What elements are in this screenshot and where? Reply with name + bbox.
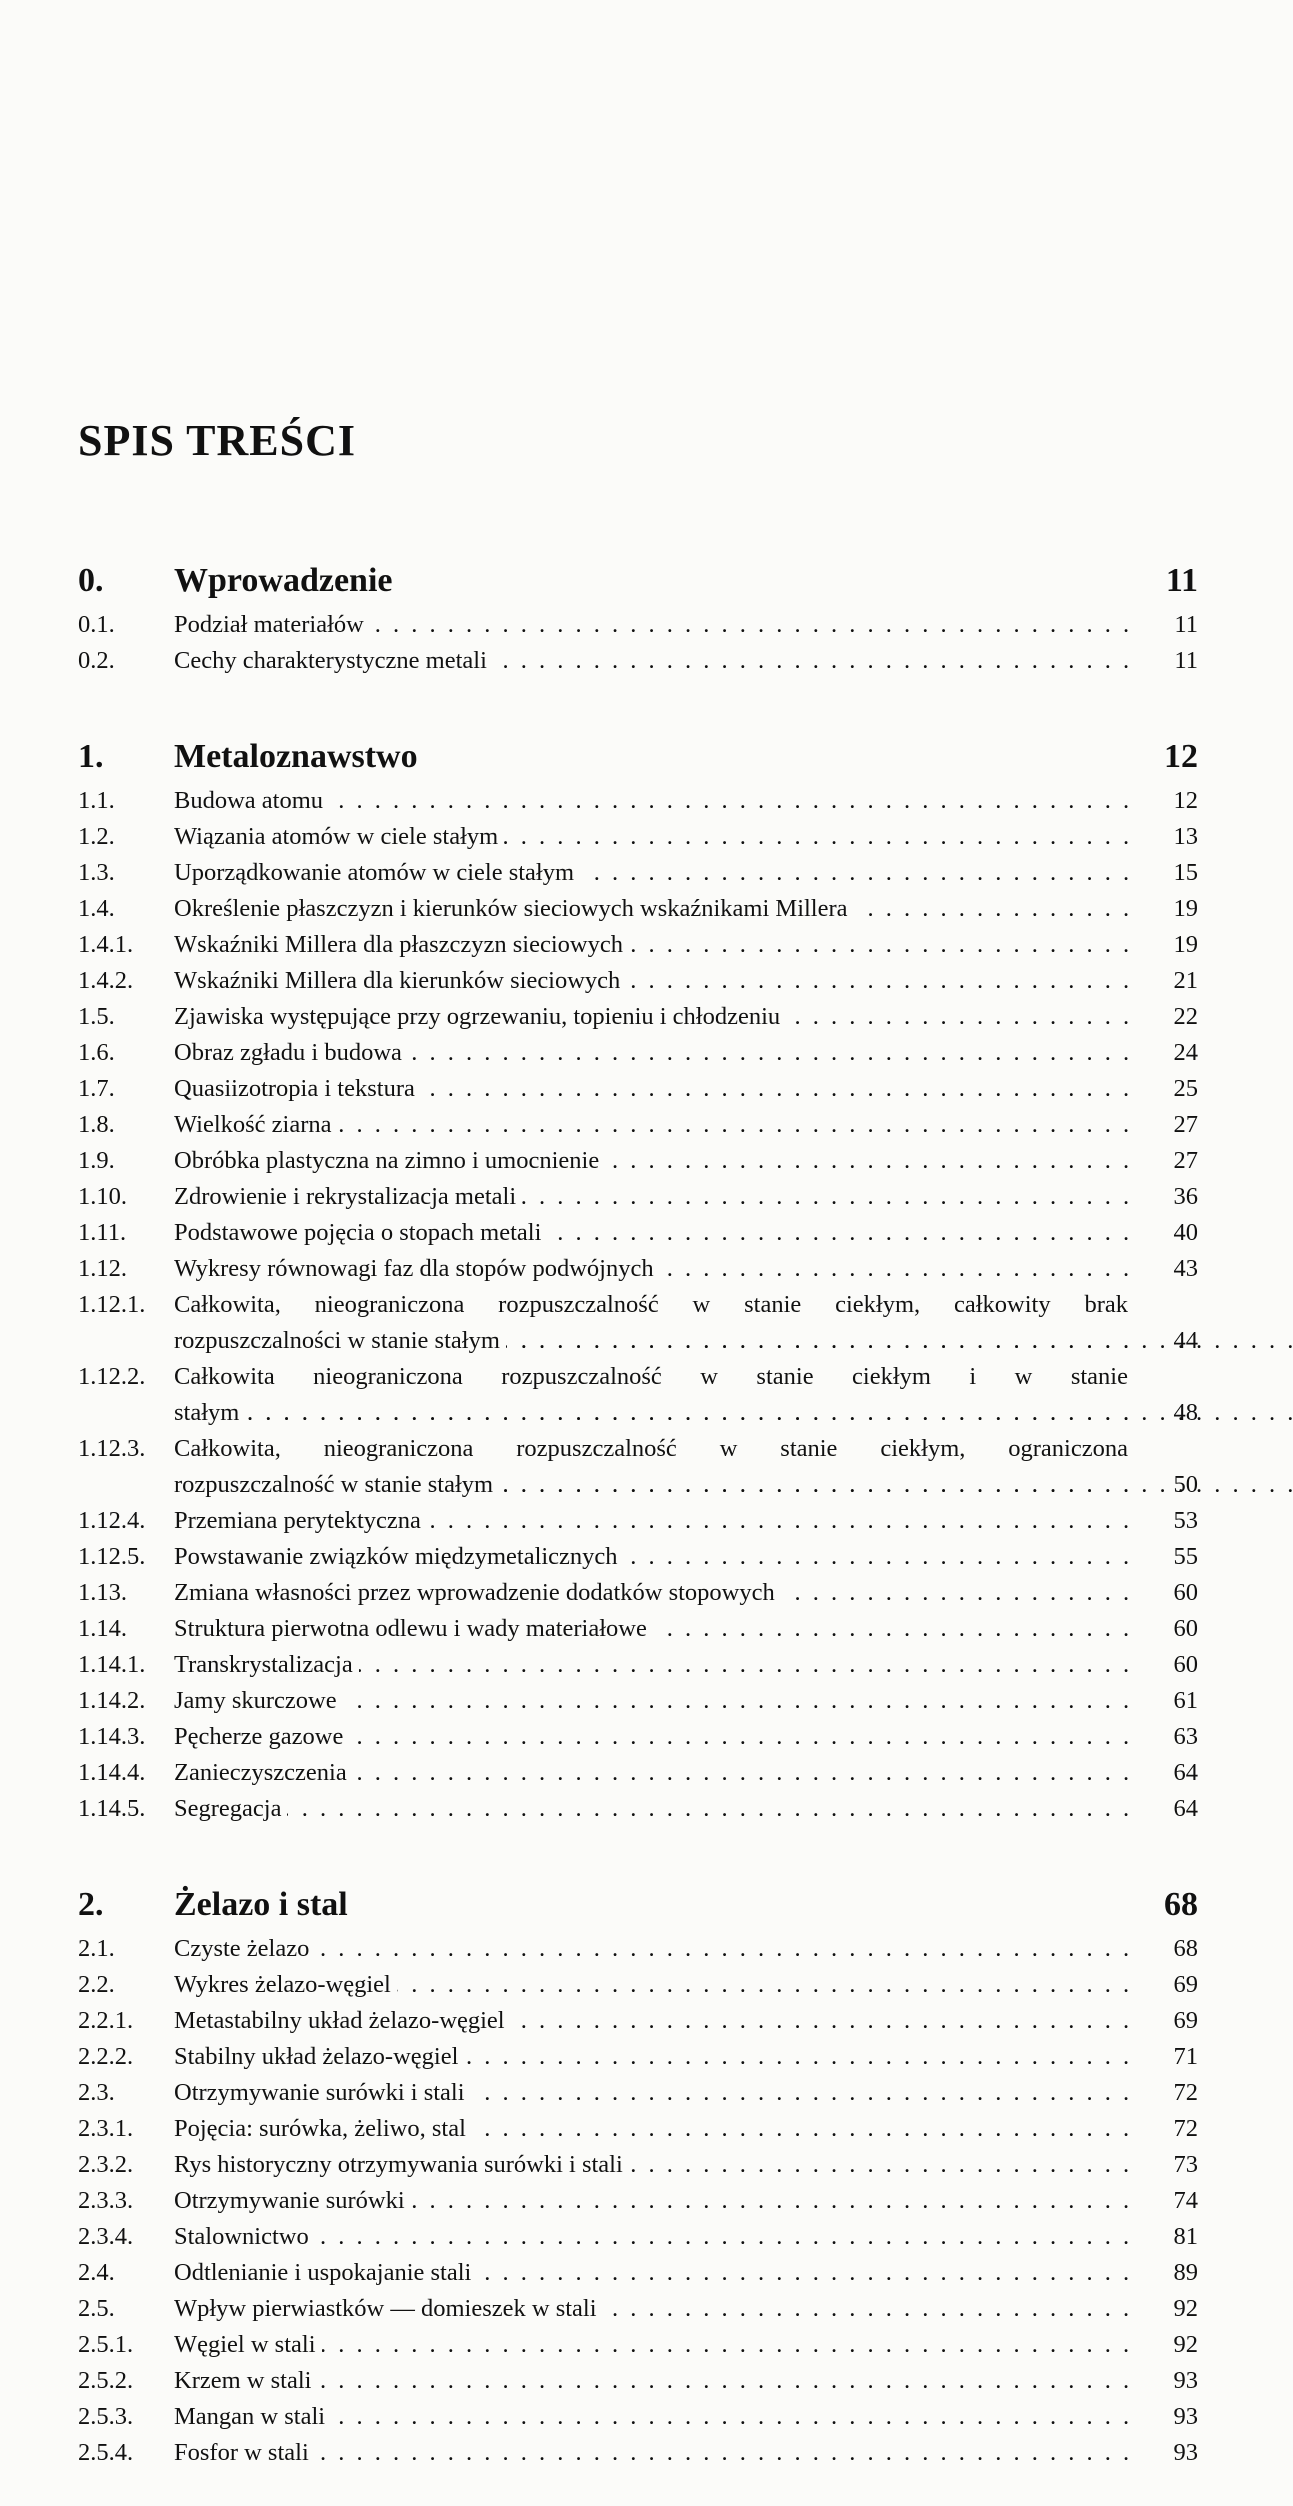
entry-number: 1.1. — [78, 787, 115, 814]
chapter-title: Wprowadzenie — [174, 562, 393, 599]
entry-page: 27 — [1173, 1111, 1198, 1138]
entry-title — [174, 1755, 1138, 1791]
entry-title-line2-text: rozpuszczalności w stanie stałym — [174, 1327, 506, 1354]
entry-page: 60 — [1173, 1651, 1198, 1678]
entry-title — [174, 2255, 1138, 2291]
entry-page: 19 — [1173, 895, 1198, 922]
entry-page: 92 — [1173, 2295, 1198, 2322]
toc-entry[interactable] — [78, 2075, 1198, 2111]
entry-page: 48 — [1173, 1399, 1198, 1426]
entry-number: 1.13. — [78, 1579, 127, 1606]
toc-entry[interactable] — [78, 2291, 1198, 2327]
entry-page: 60 — [1173, 1579, 1198, 1606]
entry-page: 93 — [1173, 2439, 1198, 2466]
entry-number: 1.10. — [78, 1183, 127, 1210]
entry-title — [174, 783, 1138, 819]
entry-title — [174, 1575, 1138, 1611]
entry-title-line1: Całkowita, nieograniczona rozpuszczalność w stanie ciekłym, całkowity brak — [174, 1291, 1128, 1318]
chapter-number: 0. — [78, 562, 104, 599]
entry-number: 2.5.3. — [78, 2403, 134, 2430]
entry-title — [174, 999, 1138, 1035]
entry-page: 27 — [1173, 1147, 1198, 1174]
entry-title — [174, 2147, 1138, 2183]
entry-title — [174, 1611, 1138, 1647]
toc-entry[interactable] — [78, 1755, 1198, 1791]
entry-number: 2.5.2. — [78, 2367, 134, 2394]
entry-title — [174, 2003, 1138, 2039]
entry-number: 1.14.5. — [78, 1795, 146, 1822]
entry-title-text: Wielkość ziarna — [174, 1111, 338, 1138]
entry-page: 36 — [1173, 1183, 1198, 1210]
entry-title-text: Podstawowe pojęcia o stopach metali — [174, 1219, 547, 1246]
toc-entry[interactable] — [78, 607, 1198, 643]
toc-entry[interactable] — [78, 2183, 1198, 2219]
toc-entry[interactable] — [78, 891, 1198, 927]
entry-page: 11 — [1174, 647, 1198, 674]
entry-title-line2-text: rozpuszczalność w stanie stałym — [174, 1471, 499, 1498]
entry-number: 2.3.1. — [78, 2115, 134, 2142]
entry-title — [174, 855, 1138, 891]
entry-title — [174, 643, 1138, 679]
toc-entry[interactable] — [78, 1179, 1198, 1215]
entry-title-text: Rys historyczny otrzymywania surówki i stali — [174, 2151, 629, 2178]
entry-title-text: Quasiizotropia i tekstura — [174, 1075, 421, 1102]
chapter-number: 2. — [78, 1886, 104, 1923]
entry-number: 1.12.2. — [78, 1363, 146, 1390]
entry-title-line2 — [174, 1467, 1138, 1503]
toc-entry[interactable] — [78, 999, 1198, 1035]
entry-number: 1.11. — [78, 1219, 127, 1246]
toc-entry[interactable] — [78, 927, 1198, 963]
entry-title-text: Zjawiska występujące przy ogrzewaniu, topieniu i chłodzeniu — [174, 1003, 786, 1030]
toc-entry[interactable] — [78, 819, 1198, 855]
entry-number: 2.5.4. — [78, 2439, 134, 2466]
entry-number: 1.14.3. — [78, 1723, 146, 1750]
chapter-heading[interactable] — [78, 1879, 1198, 1931]
toc-entry[interactable] — [78, 1431, 1198, 1503]
entry-title — [174, 819, 1138, 855]
toc-entry[interactable] — [78, 2147, 1198, 2183]
entry-number: 1.4.2. — [78, 967, 134, 994]
entry-title — [174, 1647, 1138, 1683]
toc-entry[interactable] — [78, 643, 1198, 679]
entry-title-text: Obraz zgładu i budowa — [174, 1039, 408, 1066]
entry-number: 1.4. — [78, 895, 115, 922]
entry-page: 63 — [1173, 1723, 1198, 1750]
entry-number: 2.5. — [78, 2295, 115, 2322]
entry-title — [174, 1143, 1138, 1179]
entry-page: 15 — [1173, 859, 1198, 886]
entry-title-text: Stabilny układ żelazo-węgiel — [174, 2043, 464, 2070]
entry-page: 43 — [1173, 1255, 1198, 1282]
entry-number: 1.6. — [78, 1039, 115, 1066]
entry-number: 1.8. — [78, 1111, 115, 1138]
entry-title-text: Zanieczyszczenia — [174, 1759, 353, 1786]
entry-title — [174, 607, 1138, 643]
entry-page: 89 — [1173, 2259, 1198, 2286]
chapter-heading[interactable] — [78, 555, 1198, 607]
entry-number: 2.2.2. — [78, 2043, 134, 2070]
entry-page: 72 — [1173, 2115, 1198, 2142]
entry-title-text: Metastabilny układ żelazo-węgiel — [174, 2007, 511, 2034]
entry-title-line2-text: stałym — [174, 1399, 245, 1426]
entry-title — [174, 1791, 1138, 1827]
entry-title — [174, 1719, 1138, 1755]
entry-page: 69 — [1173, 2007, 1198, 2034]
entry-title-text: Jamy skurczowe — [174, 1687, 343, 1714]
toc-entry[interactable] — [78, 783, 1198, 819]
entry-title — [174, 1931, 1138, 1967]
chapter-title: Żelazo i stal — [174, 1886, 348, 1923]
entry-page: 93 — [1173, 2367, 1198, 2394]
entry-title-text: Otrzymywanie surówki i stali — [174, 2079, 471, 2106]
entry-number: 0.2. — [78, 647, 115, 674]
entry-number: 1.7. — [78, 1075, 115, 1102]
entry-page: 50 — [1173, 1471, 1198, 1498]
table-of-contents — [78, 555, 1198, 2471]
entry-number: 2.3. — [78, 2079, 115, 2106]
entry-title-text: Segregacja — [174, 1795, 287, 1822]
entry-title-text: Węgiel w stali — [174, 2331, 322, 2358]
toc-entry[interactable] — [78, 1071, 1198, 1107]
entry-title-text: Stalownictwo — [174, 2223, 315, 2250]
toc-entry[interactable] — [78, 2111, 1198, 2147]
entry-title — [174, 2111, 1138, 2147]
entry-number: 1.5. — [78, 1003, 115, 1030]
chapter-page: 11 — [1165, 562, 1198, 599]
entry-number: 1.9. — [78, 1147, 115, 1174]
entry-title-line1: Całkowita nieograniczona rozpuszczalność w stanie ciekłym i w stanie — [174, 1363, 1128, 1390]
entry-title — [174, 927, 1138, 963]
entry-page: 64 — [1173, 1795, 1198, 1822]
entry-page: 24 — [1173, 1039, 1198, 1066]
entry-title-line1: Całkowita, nieograniczona rozpuszczalność w stanie ciekłym, ograniczona — [174, 1435, 1128, 1462]
entry-title — [174, 1107, 1138, 1143]
entry-title — [174, 1035, 1138, 1071]
entry-title — [174, 2039, 1138, 2075]
chapter-number: 1. — [78, 738, 104, 775]
entry-page: 81 — [1173, 2223, 1198, 2250]
entry-number: 1.12. — [78, 1255, 127, 1282]
entry-number: 1.2. — [78, 823, 115, 850]
toc-entry[interactable] — [78, 2435, 1198, 2471]
entry-title — [174, 2327, 1138, 2363]
entry-number: 1.14.2. — [78, 1687, 146, 1714]
entry-page: 92 — [1173, 2331, 1198, 2358]
entry-title-text: Wskaźniki Millera dla płaszczyzn sieciowych — [174, 931, 629, 958]
entry-title-text: Określenie płaszczyzn i kierunków sieciowych wskaźnikami Millera — [174, 895, 854, 922]
entry-number: 0.1. — [78, 611, 115, 638]
entry-title — [174, 1359, 1138, 1431]
chapter-title: Metaloznawstwo — [174, 738, 418, 775]
entry-title-text: Struktura pierwotna odlewu i wady materiałowe — [174, 1615, 653, 1642]
entry-page: 71 — [1173, 2043, 1198, 2070]
entry-title-line2 — [174, 1323, 1138, 1359]
entry-title-text: Budowa atomu — [174, 787, 329, 814]
toc-entry[interactable] — [78, 1287, 1198, 1359]
entry-page: 55 — [1173, 1543, 1198, 1570]
entry-title — [174, 1179, 1138, 1215]
toc-entry[interactable] — [78, 1647, 1198, 1683]
entry-title-text: Wykres żelazo-węgiel — [174, 1971, 397, 1998]
entry-title-text: Uporządkowanie atomów w ciele stałym — [174, 859, 580, 886]
entry-page: 25 — [1173, 1075, 1198, 1102]
toc-entry[interactable] — [78, 1611, 1198, 1647]
toc-entry[interactable] — [78, 1503, 1198, 1539]
entry-title — [174, 891, 1138, 927]
entry-title-text: Krzem w stali — [174, 2367, 317, 2394]
toc-entry[interactable] — [78, 1791, 1198, 1827]
entry-number: 2.3.2. — [78, 2151, 134, 2178]
entry-title — [174, 2219, 1138, 2255]
toc-entry[interactable] — [78, 1931, 1198, 1967]
entry-number: 2.2. — [78, 1971, 115, 1998]
entry-title-text: Zmiana własności przez wprowadzenie dodatków stopowych — [174, 1579, 781, 1606]
entry-page: 21 — [1173, 967, 1198, 994]
entry-number: 1.14. — [78, 1615, 127, 1642]
entry-page: 12 — [1173, 787, 1198, 814]
entry-title — [174, 1683, 1138, 1719]
toc-entry[interactable] — [78, 2003, 1198, 2039]
entry-title — [174, 963, 1138, 999]
entry-number: 2.1. — [78, 1935, 115, 1962]
entry-number: 2.2.1. — [78, 2007, 134, 2034]
entry-title — [174, 1431, 1138, 1503]
entry-title — [174, 2399, 1138, 2435]
entry-title — [174, 1539, 1138, 1575]
entry-number: 1.14.4. — [78, 1759, 146, 1786]
toc-entry[interactable] — [78, 2219, 1198, 2255]
entry-title-text: Wpływ pierwiastków — domieszek w stali — [174, 2295, 603, 2322]
toc-entry[interactable] — [78, 1215, 1198, 1251]
entry-title-text: Fosfor w stali — [174, 2439, 315, 2466]
entry-number: 1.3. — [78, 859, 115, 886]
entry-title-text: Cechy charakterystyczne metali — [174, 647, 493, 674]
toc-entry[interactable] — [78, 1967, 1198, 2003]
page-title: SPIS TREŚCI — [78, 416, 356, 465]
entry-title — [174, 2291, 1138, 2327]
toc-entry[interactable] — [78, 2399, 1198, 2435]
toc-entry[interactable] — [78, 1251, 1198, 1287]
entry-page: 22 — [1173, 1003, 1198, 1030]
entry-title — [174, 2183, 1138, 2219]
toc-entry[interactable] — [78, 1359, 1198, 1431]
toc-entry[interactable] — [78, 1035, 1198, 1071]
entry-title — [174, 1503, 1138, 1539]
entry-title-text: Wykresy równowagi faz dla stopów podwójnych — [174, 1255, 660, 1282]
entry-title — [174, 1251, 1138, 1287]
entry-title-text: Otrzymywanie surówki — [174, 2187, 411, 2214]
entry-title — [174, 1967, 1138, 2003]
entry-title-text: Zdrowienie i rekrystalizacja metali — [174, 1183, 522, 1210]
entry-title-text: Czyste żelazo — [174, 1935, 315, 1962]
entry-title-text: Pojęcia: surówka, żeliwo, stal — [174, 2115, 472, 2142]
entry-page: 74 — [1173, 2187, 1198, 2214]
toc-entry[interactable] — [78, 2327, 1198, 2363]
chapter-heading[interactable] — [78, 731, 1198, 783]
toc-entry[interactable] — [78, 1143, 1198, 1179]
entry-number: 1.12.3. — [78, 1435, 146, 1462]
entry-number: 2.4. — [78, 2259, 115, 2286]
entry-number: 1.12.4. — [78, 1507, 146, 1534]
entry-title-text: Odtlenianie i uspokajanie stali — [174, 2259, 477, 2286]
entry-title-text: Pęcherze gazowe — [174, 1723, 349, 1750]
entry-number: 1.14.1. — [78, 1651, 146, 1678]
entry-number: 1.12.1. — [78, 1291, 146, 1318]
toc-entry[interactable] — [78, 1719, 1198, 1755]
entry-number: 1.12.5. — [78, 1543, 146, 1570]
entry-page: 60 — [1173, 1615, 1198, 1642]
entry-page: 61 — [1173, 1687, 1198, 1714]
toc-entry[interactable] — [78, 1575, 1198, 1611]
entry-page: 19 — [1173, 931, 1198, 958]
entry-title — [174, 2435, 1138, 2471]
entry-title — [174, 1287, 1138, 1359]
entry-number: 1.4.1. — [78, 931, 134, 958]
toc-entry[interactable] — [78, 855, 1198, 891]
entry-page: 64 — [1173, 1759, 1198, 1786]
entry-title-text: Powstawanie związków międzymetalicznych — [174, 1543, 624, 1570]
entry-page: 53 — [1173, 1507, 1198, 1534]
entry-page: 44 — [1173, 1327, 1198, 1354]
chapter-page: 12 — [1164, 738, 1198, 775]
chapter-page: 68 — [1164, 1886, 1198, 1923]
entry-title-text: Mangan w stali — [174, 2403, 331, 2430]
entry-page: 73 — [1173, 2151, 1198, 2178]
entry-title-text: Wskaźniki Millera dla kierunków sieciowych — [174, 967, 626, 994]
entry-number: 2.5.1. — [78, 2331, 134, 2358]
entry-page: 72 — [1173, 2079, 1198, 2106]
entry-title-line2 — [174, 1395, 1138, 1431]
entry-title-text: Przemiana perytektyczna — [174, 1507, 427, 1534]
entry-page: 93 — [1173, 2403, 1198, 2430]
entry-number: 2.3.3. — [78, 2187, 134, 2214]
toc-entry[interactable] — [78, 1539, 1198, 1575]
entry-number: 2.3.4. — [78, 2223, 134, 2250]
entry-page: 68 — [1173, 1935, 1198, 1962]
toc-entry[interactable] — [78, 2363, 1198, 2399]
entry-title-text: Podział materiałów — [174, 611, 370, 638]
entry-page: 11 — [1174, 611, 1198, 638]
toc-entry[interactable] — [78, 2039, 1198, 2075]
entry-title — [174, 1071, 1138, 1107]
toc-entry[interactable] — [78, 1107, 1198, 1143]
entry-page: 40 — [1173, 1219, 1198, 1246]
entry-title — [174, 2075, 1138, 2111]
toc-entry[interactable] — [78, 2255, 1198, 2291]
entry-title-text: Obróbka plastyczna na zimno i umocnienie — [174, 1147, 605, 1174]
entry-title-text: Wiązania atomów w ciele stałym — [174, 823, 504, 850]
toc-entry[interactable] — [78, 1683, 1198, 1719]
entry-title-text: Transkrystalizacja — [174, 1651, 359, 1678]
entry-title — [174, 2363, 1138, 2399]
entry-page: 69 — [1173, 1971, 1198, 1998]
entry-title — [174, 1215, 1138, 1251]
entry-page: 13 — [1173, 823, 1198, 850]
toc-entry[interactable] — [78, 963, 1198, 999]
